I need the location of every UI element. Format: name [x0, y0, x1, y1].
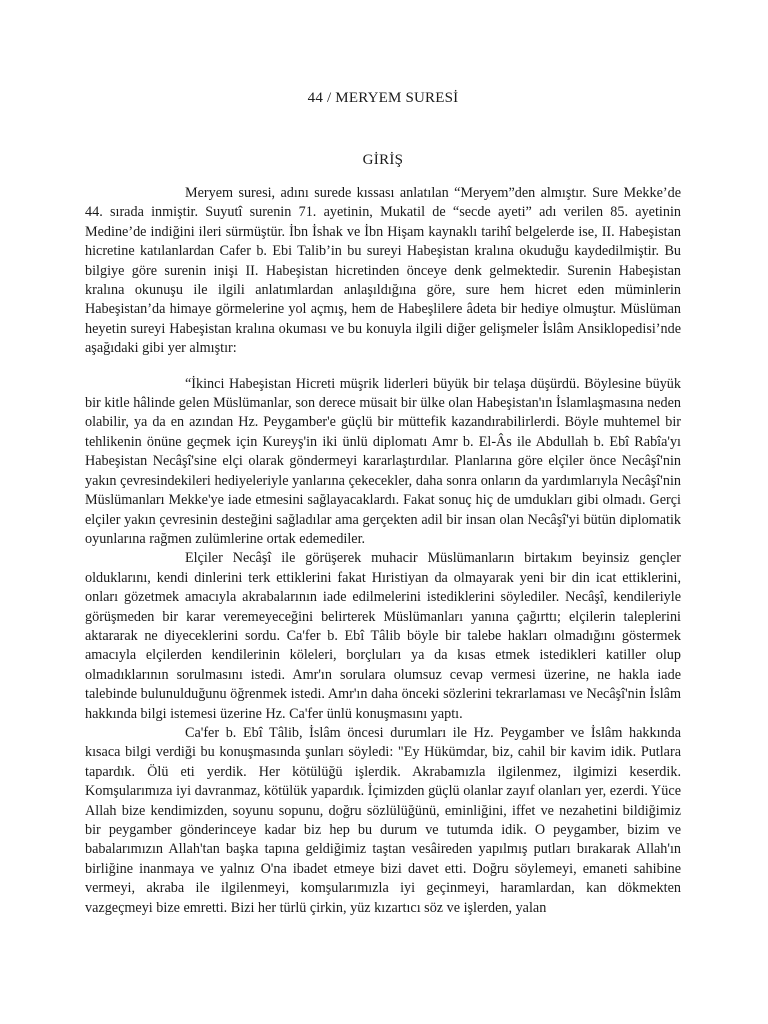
intro-paragraph: Meryem suresi, adını surede kıssası anlatılan “Meryem”den almıştır. Sure Mekke’de 44. sırada inmiştir. Suyutî surenin 71. ayetinin, Mukatil de “secde ayeti” adı verilen 85. ayetinin Medine’de indiğini ileri sürmüştür. İbn İshak ve İbn Hişam kaynaklı tarihî belgelerde ise, II. Habeşistan hicretine katılanlardan Cafer b. Ebi Talib’in bu sureyi Habeşistan kralına okuduğu kaydedilmiştir. Bu bilgiye göre surenin inişi II. Habeşistan hicretinden önceye denk gelmektedir. Surenin Habeşistan kralına okunuşu ile ilgili anlatımlardan anlaşıldığına göre, sure hem hicret eden müminlerin Habeşistan’da himaye görmelerine yol açmış, hem de Habeşlilere âdeta bir hediye olmuştur. Müslüman heyetin sureyi Habeşistan kralına okuması ve bu konuyla ilgili diğer gelişmeler İslâm Ansiklopedisi’nde aşağıdaki gibi yer almıştır: — [85, 185, 681, 357]
section-heading: GİRİŞ — [362, 152, 404, 168]
document-title: 44 / MERYEM SURESİ — [307, 90, 459, 106]
quote-paragraph: Elçiler Necâşî ile görüşerek muhacir Müslümanların birtakım beyinsiz gençler olduklarını, kendi dinlerini terk ettiklerini fakat Hıristiyan da olmayarak yeni bir din icat ettiklerini, onları gözetmek amacıyla akrabalarının iade edilmelerini istediklerini söylediler. Necâşî, kendileriyle görüşmeden bir karar veremeyeceğini belirterek Müslümanları yanına çağırttı; elçilerin taleplerini aktararak ne diyeceklerini sordu. Ca'fer b. Ebî Tâlib böyle bir talebe hakları olmadığını göstermek amacıyla elçilerden kendilerinin köleleri, borçluları ya da kısas etmek istedikleri katiller olup olmadıklarının sorulmasını istedi. Amr'ın sorulara olumsuz cevap vermesi üzerine, ne hakla iade talebinde bulunulduğunu öğrenmek istedi. Amr'ın daha önceki sözlerini tekrarlaması ve Necâşî'nin İslâm hakkında bilgi istemesi üzerine Hz. Ca'fer ünlü konuşmasını yaptı. — [85, 550, 681, 722]
document-page — [85, 88, 681, 918]
quote-paragraph: “İkinci Habeşistan Hicreti müşrik liderleri büyük bir telaşa düşürdü. Böylesine büyük bir kitle hâlinde gelen Müslümanlar, son derece müsait bir ülke olan Habeşistan'ın İslamlaşmasına neden olabilir, ya da en azından Hz. Peygamber'e güçlü bir müttefik kazandırabilirlerdi. Böyle muhtemel bir tehlikenin önüne geçmek için Kureyş'in iki ünlü diplomatı Amr b. El-Âs ile Abdullah b. Ebî Rabîa'yı Habeşistan Necâşî'sine elçi olarak göndermeyi kararlaştırdılar. Planlarına göre elçiler önce Necâşî'nin yakın çevresindekileri hediyeleriyle yanlarına çekecekler, daha sonra onların da yardımlarıyla Necâşî'nin Müslümanları Mekke'ye iade etmesini sağlayacaklardı. Fakat sonuç hiç de umdukları gibi olmadı. Gerçi elçiler yakın çevresinin desteğini sağladılar ama gerçekten adil bir insan olan Necâşî'yi bütün diplomatik oyunlarına rağmen zulümlerine ortak edemediler. — [85, 375, 681, 547]
quote-paragraph: Ca'fer b. Ebî Tâlib, İslâm öncesi durumları ile Hz. Peygamber ve İslâm hakkında kısaca bilgi verdiği bu konuşmasında şunları söyledi: "Ey Hükümdar, biz, cahil bir kavim idik. Putlara tapardık. Ölü eti yerdik. Her kötülüğü işlerdik. Akrabamızla ilgilenmez, ilgimizi keserdik. Komşularımıza iyi davranmaz, kötülük yapardık. İçimizden güçlü olanlar zayıf olanları yer, ezerdi. Yüce Allah bize kendimizden, soyunu sopunu, doğru sözlülüğünü, eminliğini, iffet ve nezahetini bildiğimiz bir peygamber gönderinceye kadar biz hep bu durum ve tutumda idik. O peygamber, bizim ve babalarımızın Allah'tan başka tapına geldiğimiz taştan vesâireden yapılmış putları bırakarak Allah'ın birliğine inanmaya ve yalnız O'na ibadet etmeye bizi davet etti. Doğru söylemeyi, emaneti sahibine vermeyi, akraba ile ilgilenmeyi, komşularımızla iyi geçinmeyi, haramlardan, kan dökmekten vazgeçmeyi bize emretti. Bizi her türlü çirkin, yüz kızartıcı söz ve işlerden, yalan — [85, 724, 681, 916]
